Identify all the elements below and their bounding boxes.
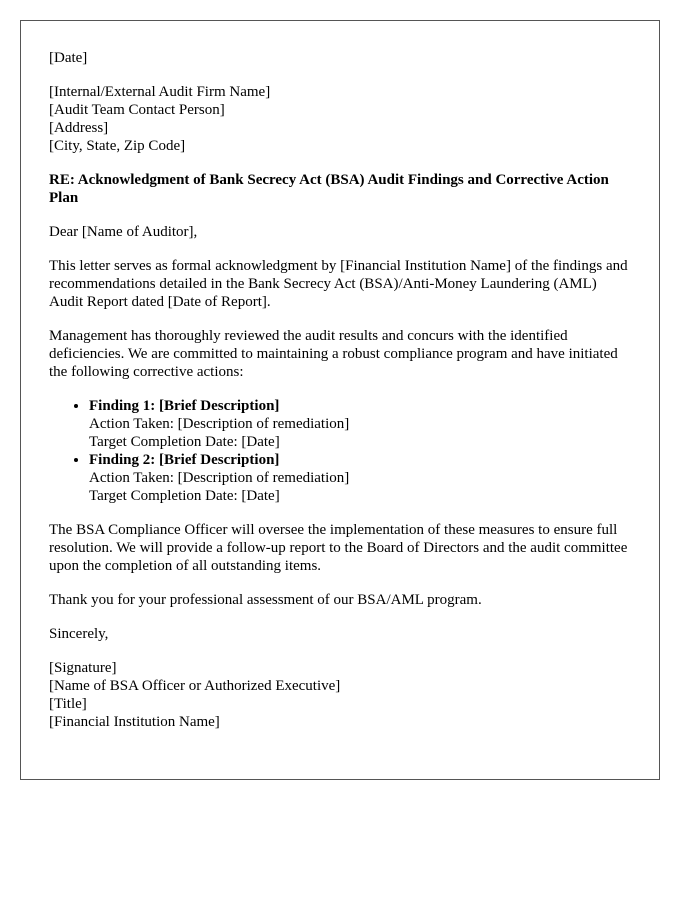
recipient-city-state-zip: [City, State, Zip Code] xyxy=(49,138,186,154)
recipient-firm: [Internal/External Audit Firm Name] xyxy=(49,84,271,100)
recipient-contact: [Audit Team Contact Person] xyxy=(49,102,225,118)
thanks-paragraph: Thank you for your professional assessment of our BSA/AML program. xyxy=(49,592,482,608)
findings-list xyxy=(49,397,631,505)
signature-placeholder: [Signature] xyxy=(49,660,117,676)
signer-title: [Title] xyxy=(49,696,87,712)
signer-name: [Name of BSA Officer or Authorized Executive] xyxy=(49,678,341,694)
signer-institution: [Financial Institution Name] xyxy=(49,714,220,730)
finding-target-date: Target Completion Date: [Date] xyxy=(89,434,280,450)
signature-block xyxy=(49,659,631,731)
finding-target-date: Target Completion Date: [Date] xyxy=(89,488,280,504)
salutation: Dear [Name of Auditor], xyxy=(49,224,198,240)
letter-page xyxy=(20,20,660,780)
oversight-paragraph: The BSA Compliance Officer will oversee the implementation of these measures to ensure full resolution. We will provide a follow-up report to the Board of Directors and the audit committee upon the completion of all outstanding items. xyxy=(49,522,628,574)
finding-title: • Finding 1: [Brief Description] xyxy=(89,398,280,414)
finding-item xyxy=(89,451,631,505)
date-block xyxy=(49,49,631,67)
finding-title: • Finding 2: [Brief Description] xyxy=(89,452,280,468)
intro-paragraph: This letter serves as formal acknowledgment by [Financial Institution Name] of the findings and recommendations detailed in the Bank Secrecy Act (BSA)/Anti-Money Laundering (AML) Audit Report dated [Date of Report]. xyxy=(49,258,628,310)
finding-action: Action Taken: [Description of remediation] xyxy=(89,416,350,432)
review-paragraph: Management has thoroughly reviewed the audit results and concurs with the identified deficiencies. We are committed to maintaining a robust compliance program and have initiated the following corrective actions: xyxy=(49,328,618,380)
finding-item xyxy=(89,397,631,451)
recipient-address: [Address] xyxy=(49,120,109,136)
recipient-address-block xyxy=(49,83,631,155)
letter-date: [Date] xyxy=(49,50,88,66)
closing: Sincerely, xyxy=(49,626,109,642)
finding-action: Action Taken: [Description of remediation] xyxy=(89,470,350,486)
subject-line: RE: Acknowledgment of Bank Secrecy Act (BSA) Audit Findings and Corrective Action Plan xyxy=(49,172,609,206)
